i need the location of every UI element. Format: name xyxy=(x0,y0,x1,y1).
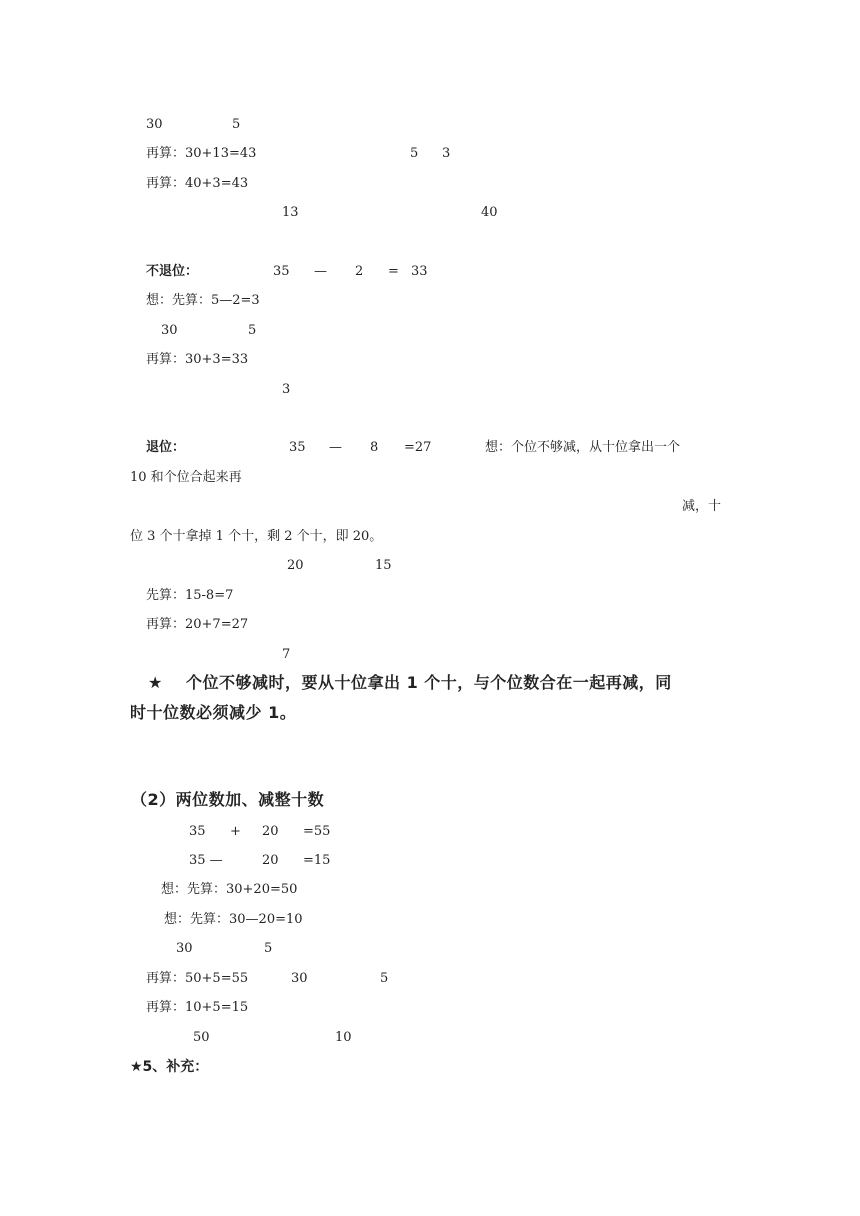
split-number: 7 xyxy=(282,647,291,662)
split-number: 3 xyxy=(282,382,291,397)
equation-result: =27 xyxy=(404,440,432,455)
equation-result: 33 xyxy=(411,264,428,279)
explanation-text: 减，十 xyxy=(682,499,722,514)
equation-operator: — xyxy=(314,264,327,279)
equation-operand: 2 xyxy=(355,264,364,279)
star-icon: ★ xyxy=(148,673,163,692)
no-borrow-heading: 不退位： xyxy=(146,264,199,279)
calc-step: 再算：50+5=55 xyxy=(146,971,249,986)
split-number: 3 xyxy=(442,146,451,161)
think-step: 想：先算：5—2=3 xyxy=(146,293,260,308)
calc-step: 先算：15-8=7 xyxy=(146,588,234,603)
split-number: 30 xyxy=(146,117,163,132)
split-number: 30 xyxy=(291,971,308,986)
equation-operand: 35 xyxy=(273,264,290,279)
calc-step: 再算：40+3=43 xyxy=(146,176,249,191)
calc-step: 再算：10+5=15 xyxy=(146,1000,249,1015)
calc-step: 再算：30+13=43 xyxy=(146,146,257,161)
supplement-heading: ★5、补充： xyxy=(130,1059,209,1075)
calc-step: 再算：30+3=33 xyxy=(146,352,249,367)
equation-operator: = xyxy=(388,264,399,279)
borrow-heading: 退位： xyxy=(146,440,186,455)
split-number: 50 xyxy=(193,1030,210,1045)
equation-operand: 35 — xyxy=(189,853,223,868)
equation-operand: 20 xyxy=(262,853,279,868)
section-heading: （2）两位数加、减整十数 xyxy=(131,790,325,809)
equation-result: =15 xyxy=(303,853,331,868)
split-number: 10 xyxy=(335,1030,352,1045)
key-note-line: 个位不够减时，要从十位拿出 1 个十，与个位数合在一起再减，同 xyxy=(186,673,672,692)
think-step: 想：先算：30—20=10 xyxy=(164,912,303,927)
equation-operator: — xyxy=(329,440,342,455)
equation-operand: 20 xyxy=(262,824,279,839)
split-number: 30 xyxy=(176,941,193,956)
equation-operand: 35 xyxy=(289,440,306,455)
split-number: 40 xyxy=(481,205,498,220)
split-number: 13 xyxy=(282,205,299,220)
split-number: 5 xyxy=(232,117,241,132)
explanation-text: 位 3 个十拿掉 1 个十，剩 2 个十，即 20。 xyxy=(130,529,383,544)
split-number: 5 xyxy=(410,146,419,161)
split-number: 20 xyxy=(287,558,304,573)
equation-operand: 8 xyxy=(370,440,379,455)
split-number: 5 xyxy=(248,323,257,338)
equation-operand: 35 xyxy=(189,824,206,839)
think-step: 想：个位不够减，从十位拿出一个 xyxy=(485,440,681,455)
equation-operator: + xyxy=(230,824,241,839)
equation-result: =55 xyxy=(303,824,331,839)
split-number: 30 xyxy=(161,323,178,338)
calc-step: 再算：20+7=27 xyxy=(146,617,249,632)
explanation-text: 10 和个位合起来再 xyxy=(130,470,242,485)
split-number: 15 xyxy=(375,558,392,573)
think-step: 想：先算：30+20=50 xyxy=(161,882,298,897)
split-number: 5 xyxy=(380,971,389,986)
split-number: 5 xyxy=(264,941,273,956)
key-note-line: 时十位数必须减少 1。 xyxy=(130,703,297,722)
